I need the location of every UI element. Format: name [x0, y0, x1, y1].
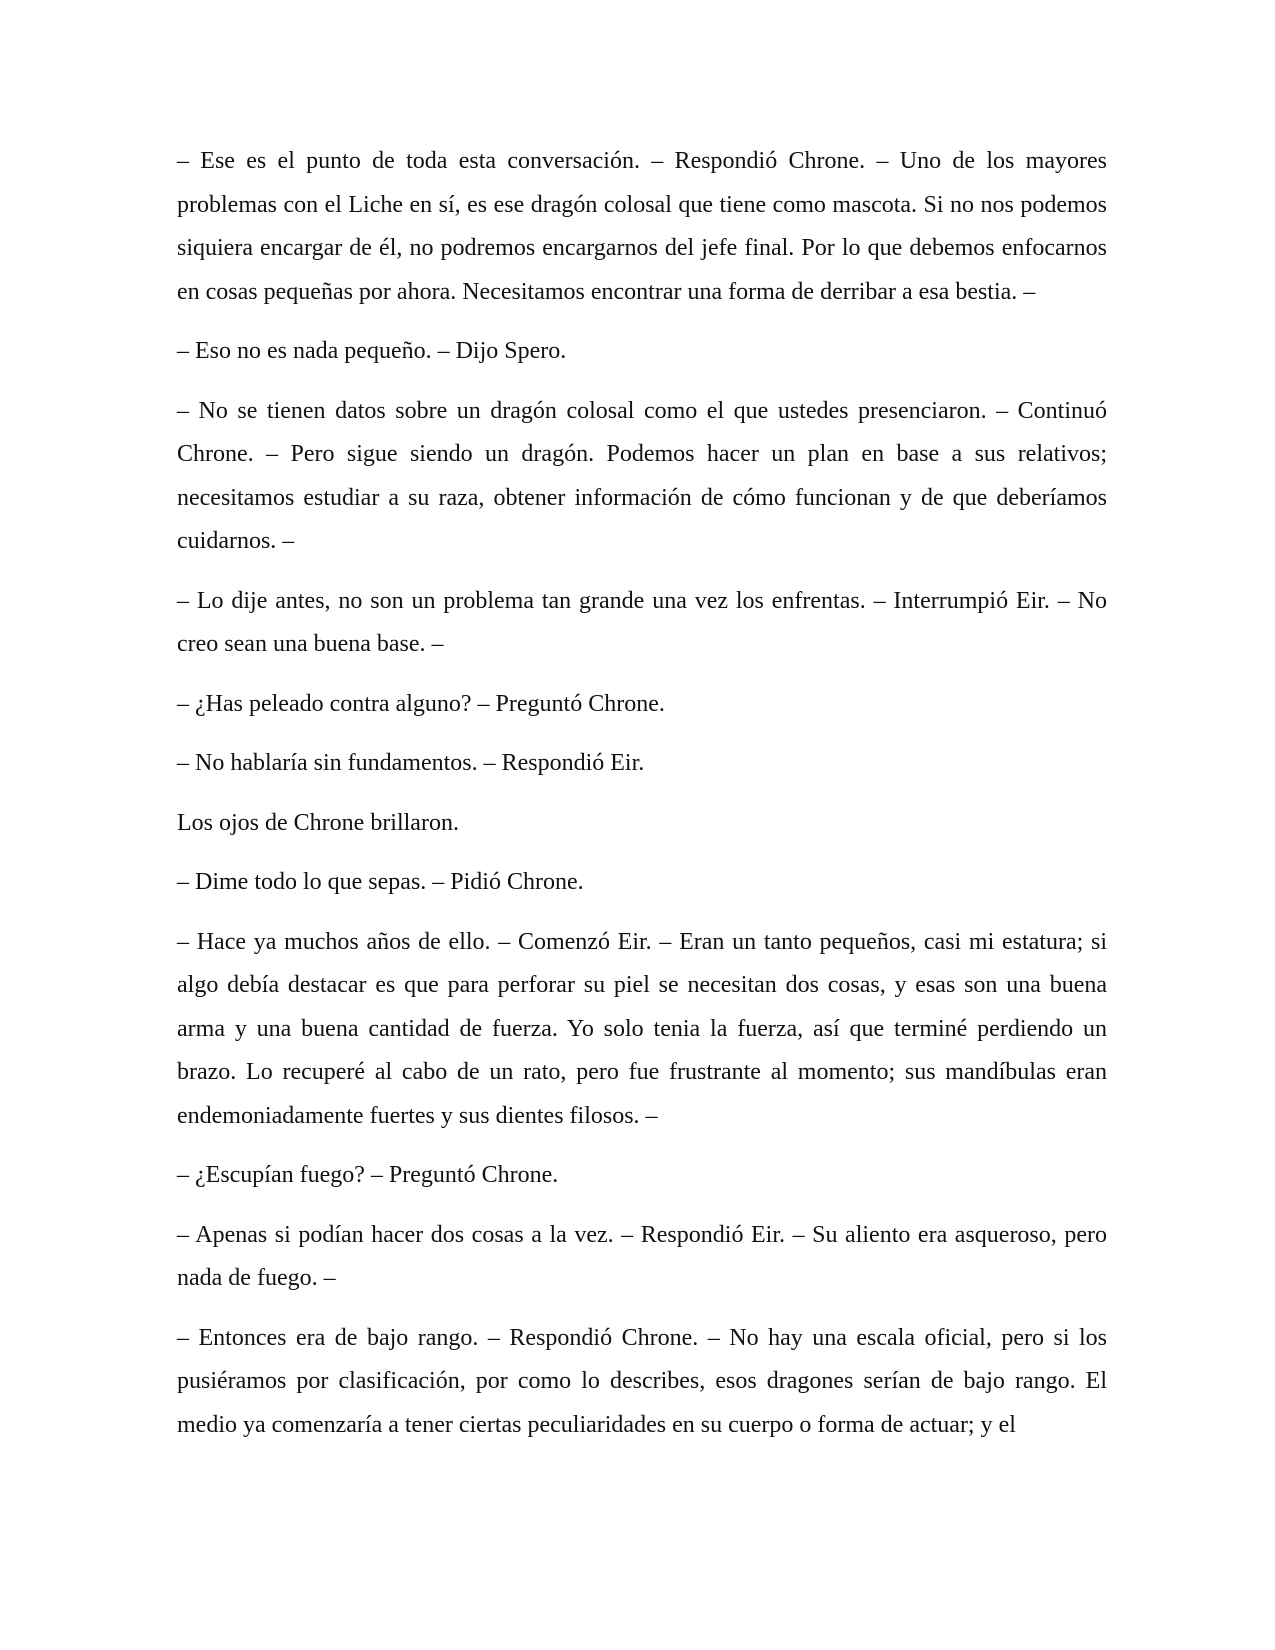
paragraph-8: – Dime todo lo que sepas. – Pidió Chrone. — [177, 869, 584, 895]
paragraph-6: – No hablaría sin fundamentos. – Respondió Eir. — [177, 750, 645, 776]
paragraph-2: – Eso no es nada pequeño. – Dijo Spero. — [177, 338, 567, 364]
paragraph-12: – Entonces era de bajo rango. – Respondió Chrone. – No hay una escala oficial, pero si los pusiéramos por clasificación, por como lo describes, esos dragones serían de bajo rango. El medio ya comenzaría a tener ciertas peculiaridades en su cuerpo o forma de actuar; y el — [177, 1324, 1107, 1438]
paragraph-10: – ¿Escupían fuego? – Preguntó Chrone. — [177, 1162, 559, 1188]
paragraph-1: – Ese es el punto de toda esta conversación. – Respondió Chrone. – Uno de los mayores problemas con el Liche en sí, es ese dragón colosal que tiene como mascota. Si no nos podemos siquiera encargar de él, no podremos encargarnos del jefe final. Por lo que debemos enfocarnos en cosas pequeñas por ahora. Necesitamos encontrar una forma de derribar a esa bestia. – — [177, 148, 1107, 305]
paragraph-4: – Lo dije antes, no son un problema tan grande una vez los enfrentas. – Interrumpió Eir. – No creo sean una buena base. – — [177, 587, 1107, 657]
document-body — [177, 140, 1107, 1463]
paragraph-3: – No se tienen datos sobre un dragón colosal como el que ustedes presenciaron. – Continuó Chrone. – Pero sigue siendo un dragón. Podemos hacer un plan en base a sus relativos; necesitamos estudiar a su raza, obtener información de cómo funcionan y de que deberíamos cuidarnos. – — [177, 397, 1107, 554]
paragraph-11: – Apenas si podían hacer dos cosas a la vez. – Respondió Eir. – Su aliento era asqueroso, pero nada de fuego. – — [177, 1221, 1107, 1291]
paragraph-7: Los ojos de Chrone brillaron. — [177, 809, 459, 836]
paragraph-5: – ¿Has peleado contra alguno? – Preguntó Chrone. — [177, 690, 665, 717]
paragraph-9: – Hace ya muchos años de ello. – Comenzó Eir. – Eran un tanto pequeños, casi mi estatura; si algo debía destacar es que para perforar su piel se necesitan dos cosas, y esas son una buena arma y una buena cantidad de fuerza. Yo solo tenia la fuerza, así que terminé perdiendo un brazo. Lo recuperé al cabo de un rato, pero fue frustrante al momento; sus mandíbulas eran endemoniadamente fuertes y sus dientes filosos. – — [177, 928, 1107, 1129]
